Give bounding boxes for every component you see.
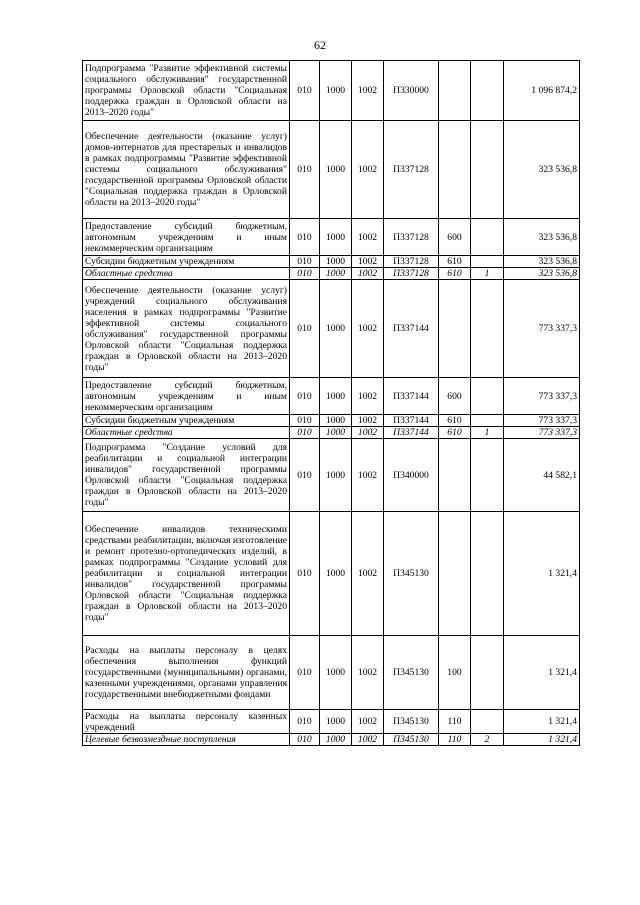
ministry-code-cell: 010 [290, 734, 320, 746]
table-row [83, 121, 580, 219]
expense-type-cell: 610 [439, 415, 471, 427]
section-code-cell: 1000 [320, 415, 352, 427]
section-code-cell: 1000 [320, 427, 352, 439]
funding-source-cell [471, 256, 504, 268]
funding-source-cell [471, 512, 504, 636]
funding-source-cell [471, 636, 504, 710]
subsection-code-cell: 1002 [352, 734, 384, 746]
section-code-cell: 1000 [320, 219, 352, 256]
section-code-cell: 1000 [320, 512, 352, 636]
expense-type-cell [439, 280, 471, 378]
amount-cell: 323 536,8 [504, 219, 580, 256]
ministry-code-cell: 010 [290, 439, 320, 512]
ministry-code-cell: 010 [290, 415, 320, 427]
subsection-code-cell: 1002 [352, 378, 384, 415]
row-name-cell: Субсидии бюджетным учреждениям [83, 415, 290, 427]
table-row [83, 256, 580, 268]
funding-source-cell: 1 [471, 268, 504, 280]
target-article-cell: П337144 [384, 427, 439, 439]
expense-type-cell: 100 [439, 636, 471, 710]
expense-type-cell [439, 512, 471, 636]
row-name-cell: Обеспечение инвалидов техническими средствами реабилитации, включая изготовление и ремонт протезно-ортопедических изделий, в рамках подпрограммы "Создание условий для реабилитации и социальной интеграции инвалидов" государственной программы Орловской области "Социальная поддержка граждан в Орловской области на 2013–2020 годы" [83, 512, 290, 636]
amount-cell: 323 536,8 [504, 268, 580, 280]
funding-source-cell [471, 121, 504, 219]
section-code-cell: 1000 [320, 121, 352, 219]
table-row [83, 280, 580, 378]
target-article-cell: П337128 [384, 219, 439, 256]
amount-cell: 1 321,4 [504, 636, 580, 710]
subsection-code-cell: 1002 [352, 268, 384, 280]
row-name-cell: Субсидии бюджетным учреждениям [83, 256, 290, 268]
row-name-cell: Предоставление субсидий бюджетным, автономным учреждениям и иным некоммерческим организациям [83, 219, 290, 256]
section-code-cell: 1000 [320, 280, 352, 378]
section-code-cell: 1000 [320, 61, 352, 121]
section-code-cell: 1000 [320, 734, 352, 746]
table-row [83, 415, 580, 427]
amount-cell: 1 096 874,2 [504, 61, 580, 121]
section-code-cell: 1000 [320, 378, 352, 415]
table-row [83, 512, 580, 636]
amount-cell: 773 337,3 [504, 280, 580, 378]
funding-source-cell [471, 439, 504, 512]
funding-source-cell [471, 378, 504, 415]
target-article-cell: П337144 [384, 415, 439, 427]
row-name-cell: Подпрограмма "Развитие эффективной системы социального обслуживания" государственной программы Орловской области "Социальная поддержка граждан в Орловской области на 2013–2020 годы" [83, 61, 290, 121]
table-row [83, 439, 580, 512]
ministry-code-cell: 010 [290, 256, 320, 268]
subsection-code-cell: 1002 [352, 121, 384, 219]
funding-source-cell: 2 [471, 734, 504, 746]
subsection-code-cell: 1002 [352, 636, 384, 710]
table-row [83, 427, 580, 439]
expense-type-cell [439, 61, 471, 121]
ministry-code-cell: 010 [290, 61, 320, 121]
expense-type-cell: 600 [439, 378, 471, 415]
subsection-code-cell: 1002 [352, 219, 384, 256]
section-code-cell: 1000 [320, 268, 352, 280]
subsection-code-cell: 1002 [352, 710, 384, 734]
subsection-code-cell: 1002 [352, 427, 384, 439]
ministry-code-cell: 010 [290, 280, 320, 378]
ministry-code-cell: 010 [290, 121, 320, 219]
target-article-cell: П330000 [384, 61, 439, 121]
table-row [83, 378, 580, 415]
target-article-cell: П337144 [384, 378, 439, 415]
expense-type-cell [439, 439, 471, 512]
subsection-code-cell: 1002 [352, 512, 384, 636]
target-article-cell: П337128 [384, 256, 439, 268]
funding-source-cell: 1 [471, 427, 504, 439]
expense-type-cell: 110 [439, 734, 471, 746]
row-name-cell: Расходы на выплаты персоналу в целях обеспечения выполнения функций государственными (муниципальными) органами, казенными учреждениями, органами управления государственными внебюджетными фондами [83, 636, 290, 710]
target-article-cell: П345130 [384, 710, 439, 734]
subsection-code-cell: 1002 [352, 415, 384, 427]
amount-cell: 1 321,4 [504, 512, 580, 636]
ministry-code-cell: 010 [290, 268, 320, 280]
ministry-code-cell: 010 [290, 512, 320, 636]
subsection-code-cell: 1002 [352, 256, 384, 268]
row-name-cell: Обеспечение деятельности (оказание услуг) домов-интернатов для престарелых и инвалидов в рамках подпрограммы "Развитие эффективной системы социального обслуживания" государственной программы Орловской области "Социальная поддержка граждан в Орловской области на 2013–2020 годы" [83, 121, 290, 219]
amount-cell: 773 337,3 [504, 378, 580, 415]
target-article-cell: П345130 [384, 512, 439, 636]
funding-source-cell [471, 280, 504, 378]
amount-cell: 773 337,3 [504, 427, 580, 439]
page-number: 62 [314, 38, 326, 52]
expense-type-cell: 610 [439, 427, 471, 439]
funding-source-cell [471, 710, 504, 734]
funding-source-cell [471, 415, 504, 427]
table-row [83, 710, 580, 734]
table-row [83, 61, 580, 121]
ministry-code-cell: 010 [290, 219, 320, 256]
subsection-code-cell: 1002 [352, 280, 384, 378]
target-article-cell: П337128 [384, 121, 439, 219]
expense-type-cell: 610 [439, 268, 471, 280]
row-name-cell: Предоставление субсидий бюджетным, автономным учреждениям и иным некоммерческим организациям [83, 378, 290, 415]
expense-type-cell: 110 [439, 710, 471, 734]
table-row [83, 636, 580, 710]
amount-cell: 1 321,4 [504, 734, 580, 746]
row-name-cell: Подпрограмма "Создание условий для реабилитации и социальной интеграции инвалидов" государственной программы Орловской области "Социальная поддержка граждан в Орловской области на 2013–2020 годы" [83, 439, 290, 512]
expense-type-cell: 600 [439, 219, 471, 256]
ministry-code-cell: 010 [290, 427, 320, 439]
target-article-cell: П345130 [384, 636, 439, 710]
amount-cell: 1 321,4 [504, 710, 580, 734]
amount-cell: 323 536,8 [504, 121, 580, 219]
subsection-code-cell: 1002 [352, 61, 384, 121]
ministry-code-cell: 010 [290, 378, 320, 415]
expense-type-cell [439, 121, 471, 219]
expense-type-cell: 610 [439, 256, 471, 268]
section-code-cell: 1000 [320, 710, 352, 734]
row-name-cell: Обеспечение деятельности (оказание услуг) учреждений социального обслуживания населения в рамках подпрограммы "Развитие эффективной системы социального обслуживания" государственной программы Орловской области "Социальная поддержка граждан в Орловской области на 2013–2020 годы" [83, 280, 290, 378]
table-row [83, 734, 580, 746]
ministry-code-cell: 010 [290, 710, 320, 734]
funding-source-cell [471, 61, 504, 121]
target-article-cell: П337128 [384, 268, 439, 280]
ministry-code-cell: 010 [290, 636, 320, 710]
row-name-cell: Областные средства [83, 427, 290, 439]
table-row [83, 219, 580, 256]
budget-table [82, 60, 580, 746]
section-code-cell: 1000 [320, 439, 352, 512]
funding-source-cell [471, 219, 504, 256]
amount-cell: 773 337,3 [504, 415, 580, 427]
target-article-cell: П337144 [384, 280, 439, 378]
table-row [83, 268, 580, 280]
row-name-cell: Расходы на выплаты персоналу казенных учреждений [83, 710, 290, 734]
target-article-cell: П340000 [384, 439, 439, 512]
budget-table-body [83, 61, 580, 746]
section-code-cell: 1000 [320, 636, 352, 710]
row-name-cell: Целевые безвозмездные поступления [83, 734, 290, 746]
section-code-cell: 1000 [320, 256, 352, 268]
row-name-cell: Областные средства [83, 268, 290, 280]
amount-cell: 44 582,1 [504, 439, 580, 512]
amount-cell: 323 536,8 [504, 256, 580, 268]
target-article-cell: П345130 [384, 734, 439, 746]
subsection-code-cell: 1002 [352, 439, 384, 512]
